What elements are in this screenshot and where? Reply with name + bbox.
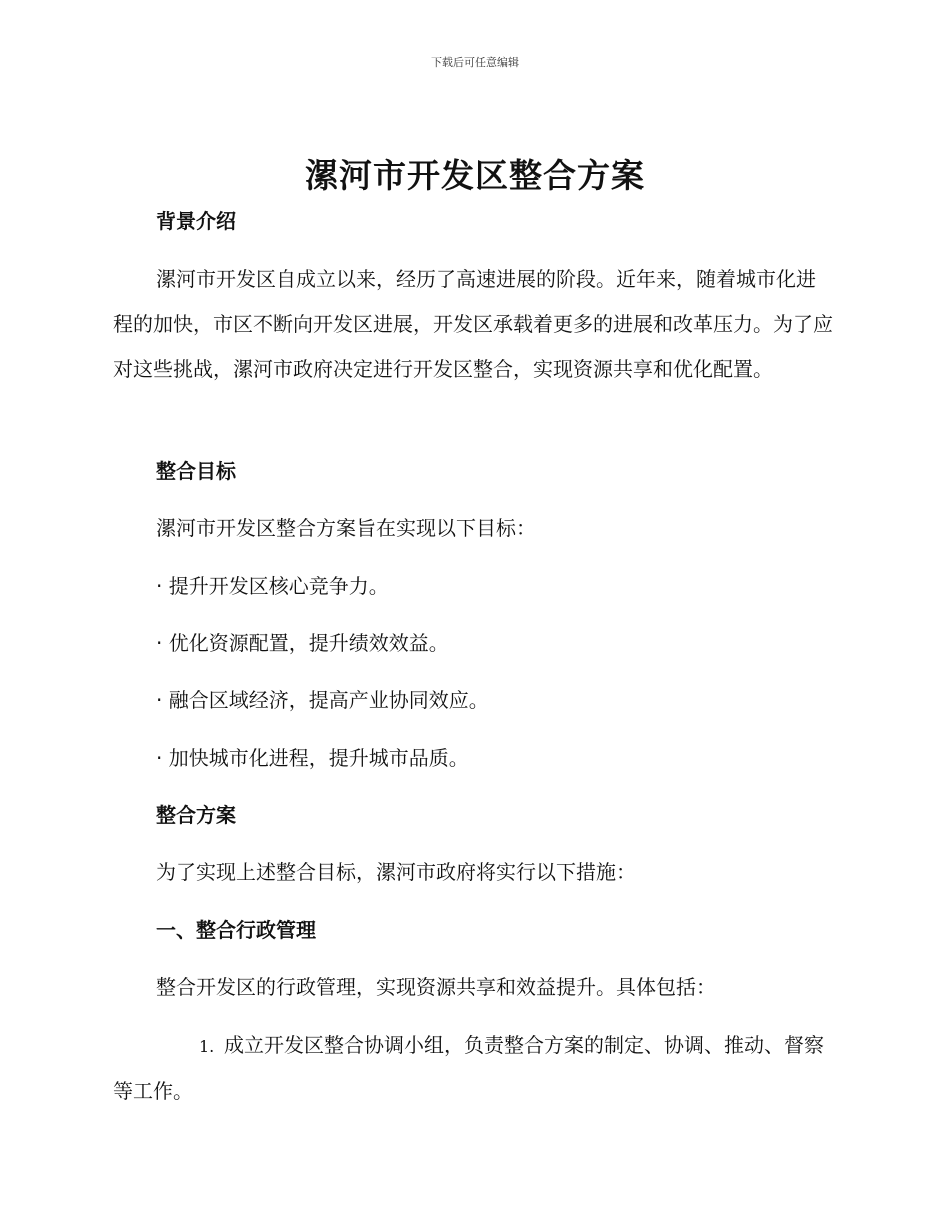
background-heading: 背景介绍 (156, 209, 236, 233)
document-title: 漯河市开发区整合方案 (305, 156, 645, 195)
goal-item: · 提升开发区核心竞争力。 (156, 574, 389, 598)
admin-intro: 整合开发区的行政管理，实现资源共享和效益提升。具体包括： (156, 975, 716, 999)
goal-item: · 优化资源配置，提升绩效效益。 (156, 631, 449, 655)
plan-section (113, 793, 833, 838)
admin-item-1-block (113, 1023, 833, 1114)
goal-item-3-block (113, 678, 833, 723)
goals-heading: 整合目标 (156, 459, 236, 483)
background-paragraph: 漯河市开发区自成立以来，经历了高速进展的阶段。近年来，随着城市化进程的加快，市区不断向开发区进展，开发区承载着更多的进展和改革压力。为了应对这些挑战，漯河市政府决定进行开发区整合，实现资源共享和优化配置。 (113, 267, 833, 381)
goal-item-1-block (113, 564, 833, 609)
goal-item-2-block (113, 621, 833, 666)
admin-section (113, 908, 833, 953)
plan-intro-block (113, 850, 833, 895)
plan-heading: 整合方案 (156, 803, 236, 827)
goals-section (113, 449, 833, 494)
admin-intro-block (113, 965, 833, 1010)
numbered-list-item (113, 1023, 833, 1114)
admin-heading: 一、整合行政管理 (156, 918, 316, 942)
header-note: 下载后可任意编辑 (431, 56, 519, 69)
goal-item: · 加快城市化进程，提升城市品质。 (156, 746, 469, 770)
list-item-number: 1. (199, 1037, 215, 1056)
goal-item: · 融合区域经济，提高产业协同效应。 (156, 688, 489, 712)
goals-intro-block (113, 506, 833, 551)
background-section (113, 199, 833, 244)
list-item-text: 成立开发区整合协调小组，负责整合方案的制定、协调、推动、督察等工作。 (113, 1033, 824, 1103)
background-paragraph-block (113, 257, 833, 392)
plan-intro: 为了实现上述整合目标，漯河市政府将实行以下措施： (156, 860, 636, 884)
goal-item-4-block (113, 736, 833, 781)
goals-intro: 漯河市开发区整合方案旨在实现以下目标： (156, 516, 536, 540)
